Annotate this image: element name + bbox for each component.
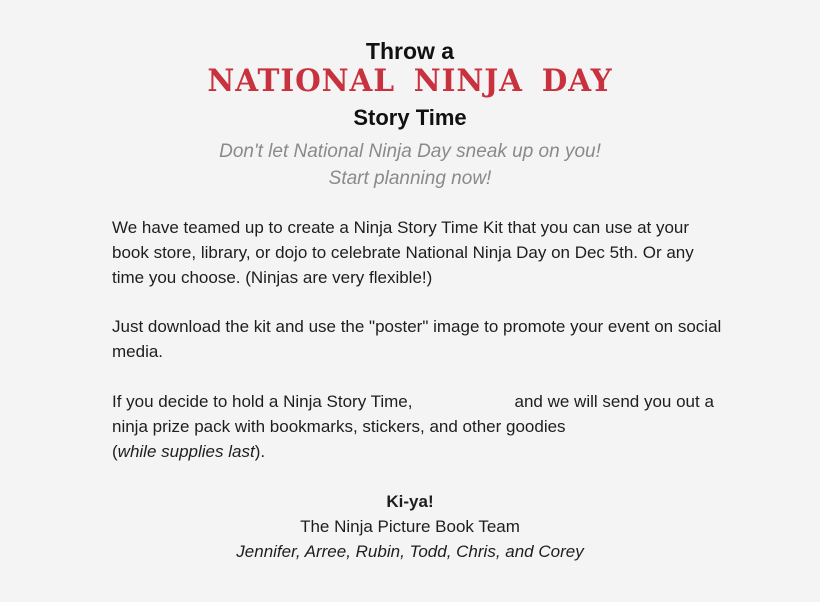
signoff-kiya: Ki-ya! xyxy=(386,492,434,511)
heading-national-ninja-day: NATIONAL NINJA DAY xyxy=(207,63,613,99)
tagline-line-1: Don't let National Ninja Day sneak up on you! xyxy=(219,141,601,162)
tagline xyxy=(0,138,820,192)
signoff-team: The Ninja Picture Book Team xyxy=(300,517,520,536)
prize-text-after: and we will send you out a ninja prize pack with bookmarks, stickers, and other goodies xyxy=(112,392,714,436)
paragraph-kit-intro: We have teamed up to create a Ninja Story Time Kit that you can use at your book store, library, or dojo to celebrate National Ninja Day on Dec 5th. Or any time you choose. (Ninjas are very flexible!) xyxy=(112,218,694,287)
paren-open: ( xyxy=(112,442,118,461)
while-supplies-last: while supplies last xyxy=(117,442,255,461)
heading-story-time: Story Time xyxy=(353,105,467,130)
paragraph-prize-pack xyxy=(112,389,722,464)
paren-close: ). xyxy=(254,442,266,461)
tagline-line-2: Start planning now! xyxy=(328,168,492,189)
signoff xyxy=(0,489,820,564)
signoff-names: Jennifer, Arree, Rubin, Todd, Chris, and Corey xyxy=(236,542,584,561)
heading-throw-a: Throw a xyxy=(365,38,455,64)
prize-text-before: If you decide to hold a Ninja Story Time, xyxy=(112,392,413,411)
paragraph-download-kit: Just download the kit and use the "poster" image to promote your event on social media. xyxy=(112,317,722,361)
